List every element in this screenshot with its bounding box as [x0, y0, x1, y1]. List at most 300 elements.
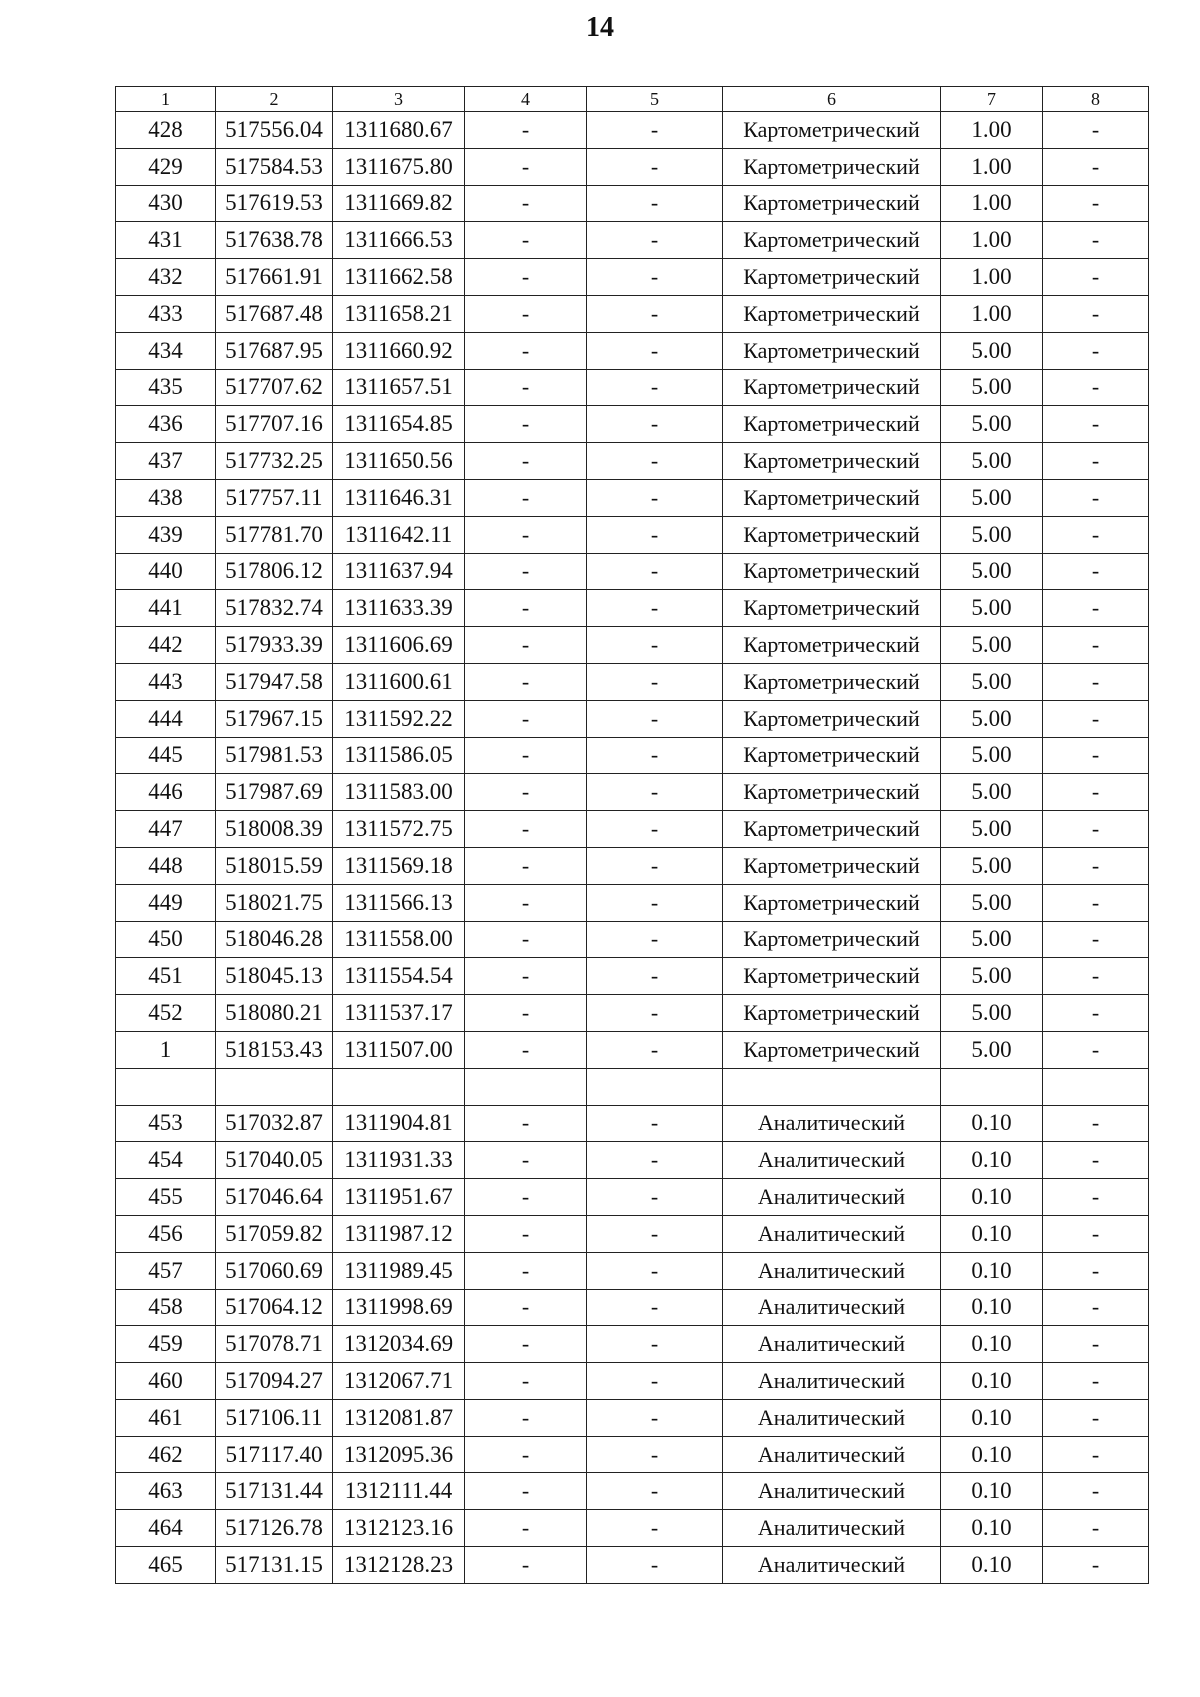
- table-row: [116, 884, 1149, 921]
- y-coordinate-cell: 1311669.82: [333, 185, 465, 222]
- accuracy-cell: 0.10: [941, 1142, 1043, 1179]
- col5-cell: -: [587, 1289, 723, 1326]
- col8-cell: -: [1043, 921, 1149, 958]
- y-coordinate-cell: 1311662.58: [333, 259, 465, 296]
- col8-cell: -: [1043, 627, 1149, 664]
- x-coordinate-cell: 517584.53: [216, 148, 333, 185]
- column-header: 4: [465, 87, 587, 112]
- method-cell: Картометрический: [723, 295, 941, 332]
- method-cell: Картометрический: [723, 553, 941, 590]
- table-row: [116, 406, 1149, 443]
- method-cell: Картометрический: [723, 479, 941, 516]
- col4-cell: -: [465, 1326, 587, 1363]
- point-number-cell: 449: [116, 884, 216, 921]
- col4-cell: -: [465, 259, 587, 296]
- method-cell: Картометрический: [723, 443, 941, 480]
- col5-cell: -: [587, 663, 723, 700]
- column-header: 3: [333, 87, 465, 112]
- x-coordinate-cell: 517094.27: [216, 1363, 333, 1400]
- col8-cell: [1043, 1068, 1149, 1105]
- col8-cell: -: [1043, 148, 1149, 185]
- x-coordinate-cell: 517687.95: [216, 332, 333, 369]
- col4-cell: -: [465, 811, 587, 848]
- point-number-cell: 438: [116, 479, 216, 516]
- x-coordinate-cell: 517981.53: [216, 737, 333, 774]
- col5-cell: -: [587, 921, 723, 958]
- y-coordinate-cell: 1312123.16: [333, 1510, 465, 1547]
- col4-cell: -: [465, 774, 587, 811]
- col5-cell: -: [587, 1363, 723, 1400]
- y-coordinate-cell: 1311566.13: [333, 884, 465, 921]
- y-coordinate-cell: 1311658.21: [333, 295, 465, 332]
- table-row: [116, 958, 1149, 995]
- x-coordinate-cell: 517117.40: [216, 1436, 333, 1473]
- point-number-cell: 461: [116, 1399, 216, 1436]
- col8-cell: -: [1043, 332, 1149, 369]
- table-row: [116, 590, 1149, 627]
- col4-cell: -: [465, 516, 587, 553]
- col4-cell: -: [465, 479, 587, 516]
- col8-cell: -: [1043, 737, 1149, 774]
- method-cell: Аналитический: [723, 1142, 941, 1179]
- table-row: [116, 1068, 1149, 1105]
- y-coordinate-cell: 1311600.61: [333, 663, 465, 700]
- x-coordinate-cell: 518153.43: [216, 1031, 333, 1068]
- point-number-cell: 439: [116, 516, 216, 553]
- col8-cell: -: [1043, 884, 1149, 921]
- col4-cell: -: [465, 958, 587, 995]
- col4-cell: -: [465, 148, 587, 185]
- y-coordinate-cell: 1311650.56: [333, 443, 465, 480]
- accuracy-cell: 0.10: [941, 1547, 1043, 1584]
- col5-cell: -: [587, 332, 723, 369]
- table-row: [116, 1031, 1149, 1068]
- table-row: [116, 1142, 1149, 1179]
- col4-cell: -: [465, 1252, 587, 1289]
- x-coordinate-cell: 517757.11: [216, 479, 333, 516]
- x-coordinate-cell: 518021.75: [216, 884, 333, 921]
- col4-cell: -: [465, 1289, 587, 1326]
- col4-cell: -: [465, 1142, 587, 1179]
- col5-cell: -: [587, 737, 723, 774]
- method-cell: Картометрический: [723, 921, 941, 958]
- y-coordinate-cell: 1311660.92: [333, 332, 465, 369]
- accuracy-cell: 5.00: [941, 847, 1043, 884]
- accuracy-cell: 5.00: [941, 884, 1043, 921]
- coordinates-table: [115, 86, 1149, 1584]
- col8-cell: -: [1043, 1363, 1149, 1400]
- col4-cell: -: [465, 590, 587, 627]
- y-coordinate-cell: 1311569.18: [333, 847, 465, 884]
- x-coordinate-cell: 518008.39: [216, 811, 333, 848]
- accuracy-cell: 0.10: [941, 1289, 1043, 1326]
- col4-cell: -: [465, 995, 587, 1032]
- table-row: [116, 1363, 1149, 1400]
- col8-cell: -: [1043, 1399, 1149, 1436]
- col5-cell: -: [587, 884, 723, 921]
- y-coordinate-cell: 1311646.31: [333, 479, 465, 516]
- table-row: [116, 479, 1149, 516]
- method-cell: Картометрический: [723, 590, 941, 627]
- accuracy-cell: 5.00: [941, 700, 1043, 737]
- col4-cell: -: [465, 627, 587, 664]
- point-number-cell: 447: [116, 811, 216, 848]
- col8-cell: -: [1043, 1326, 1149, 1363]
- accuracy-cell: 5.00: [941, 516, 1043, 553]
- method-cell: Картометрический: [723, 148, 941, 185]
- col8-cell: -: [1043, 443, 1149, 480]
- y-coordinate-cell: [333, 1068, 465, 1105]
- method-cell: Аналитический: [723, 1179, 941, 1216]
- col4-cell: -: [465, 1510, 587, 1547]
- x-coordinate-cell: 517131.15: [216, 1547, 333, 1584]
- col5-cell: -: [587, 479, 723, 516]
- table-row: [116, 516, 1149, 553]
- accuracy-cell: 5.00: [941, 443, 1043, 480]
- col5-cell: -: [587, 295, 723, 332]
- col4-cell: -: [465, 1436, 587, 1473]
- accuracy-cell: 5.00: [941, 369, 1043, 406]
- y-coordinate-cell: 1311554.54: [333, 958, 465, 995]
- point-number-cell: 428: [116, 112, 216, 149]
- col8-cell: -: [1043, 590, 1149, 627]
- method-cell: Аналитический: [723, 1326, 941, 1363]
- col5-cell: -: [587, 112, 723, 149]
- y-coordinate-cell: 1311989.45: [333, 1252, 465, 1289]
- col5-cell: -: [587, 627, 723, 664]
- col8-cell: -: [1043, 222, 1149, 259]
- column-header: 5: [587, 87, 723, 112]
- accuracy-cell: 5.00: [941, 774, 1043, 811]
- col5-cell: [587, 1068, 723, 1105]
- y-coordinate-cell: 1311654.85: [333, 406, 465, 443]
- col8-cell: -: [1043, 369, 1149, 406]
- point-number-cell: 440: [116, 553, 216, 590]
- col8-cell: -: [1043, 847, 1149, 884]
- table-row: [116, 995, 1149, 1032]
- point-number-cell: 454: [116, 1142, 216, 1179]
- table-row: [116, 148, 1149, 185]
- x-coordinate-cell: 518046.28: [216, 921, 333, 958]
- x-coordinate-cell: 517106.11: [216, 1399, 333, 1436]
- col4-cell: -: [465, 700, 587, 737]
- col8-cell: -: [1043, 295, 1149, 332]
- x-coordinate-cell: 517059.82: [216, 1215, 333, 1252]
- x-coordinate-cell: 517707.62: [216, 369, 333, 406]
- table-row: [116, 443, 1149, 480]
- method-cell: Картометрический: [723, 995, 941, 1032]
- column-header: 8: [1043, 87, 1149, 112]
- point-number-cell: 436: [116, 406, 216, 443]
- column-header: 6: [723, 87, 941, 112]
- accuracy-cell: 0.10: [941, 1179, 1043, 1216]
- x-coordinate-cell: 517556.04: [216, 112, 333, 149]
- x-coordinate-cell: [216, 1068, 333, 1105]
- page-number: 14: [586, 12, 614, 43]
- x-coordinate-cell: 517806.12: [216, 553, 333, 590]
- col8-cell: -: [1043, 663, 1149, 700]
- x-coordinate-cell: 517040.05: [216, 1142, 333, 1179]
- accuracy-cell: 5.00: [941, 1031, 1043, 1068]
- accuracy-cell: 0.10: [941, 1436, 1043, 1473]
- accuracy-cell: 5.00: [941, 811, 1043, 848]
- y-coordinate-cell: 1311537.17: [333, 995, 465, 1032]
- point-number-cell: 432: [116, 259, 216, 296]
- point-number-cell: 464: [116, 1510, 216, 1547]
- y-coordinate-cell: 1311666.53: [333, 222, 465, 259]
- point-number-cell: 437: [116, 443, 216, 480]
- col4-cell: -: [465, 406, 587, 443]
- method-cell: Аналитический: [723, 1399, 941, 1436]
- x-coordinate-cell: 518080.21: [216, 995, 333, 1032]
- table-body: [116, 112, 1149, 1584]
- point-number-cell: 429: [116, 148, 216, 185]
- col8-cell: -: [1043, 1510, 1149, 1547]
- x-coordinate-cell: 517661.91: [216, 259, 333, 296]
- accuracy-cell: [941, 1068, 1043, 1105]
- col4-cell: -: [465, 737, 587, 774]
- y-coordinate-cell: 1311657.51: [333, 369, 465, 406]
- point-number-cell: 430: [116, 185, 216, 222]
- method-cell: [723, 1068, 941, 1105]
- method-cell: Аналитический: [723, 1510, 941, 1547]
- point-number-cell: 460: [116, 1363, 216, 1400]
- col8-cell: -: [1043, 1031, 1149, 1068]
- method-cell: Аналитический: [723, 1289, 941, 1326]
- col5-cell: -: [587, 1179, 723, 1216]
- accuracy-cell: 1.00: [941, 185, 1043, 222]
- accuracy-cell: 1.00: [941, 259, 1043, 296]
- point-number-cell: 443: [116, 663, 216, 700]
- col4-cell: -: [465, 847, 587, 884]
- col8-cell: -: [1043, 1179, 1149, 1216]
- accuracy-cell: 0.10: [941, 1510, 1043, 1547]
- col8-cell: -: [1043, 1105, 1149, 1142]
- y-coordinate-cell: 1312111.44: [333, 1473, 465, 1510]
- method-cell: Картометрический: [723, 406, 941, 443]
- table-row: [116, 295, 1149, 332]
- x-coordinate-cell: 517619.53: [216, 185, 333, 222]
- accuracy-cell: 5.00: [941, 332, 1043, 369]
- x-coordinate-cell: 517131.44: [216, 1473, 333, 1510]
- col8-cell: -: [1043, 185, 1149, 222]
- col8-cell: -: [1043, 112, 1149, 149]
- method-cell: Картометрический: [723, 1031, 941, 1068]
- table-row: [116, 1252, 1149, 1289]
- col5-cell: -: [587, 1510, 723, 1547]
- accuracy-cell: 1.00: [941, 112, 1043, 149]
- table-row: [116, 1399, 1149, 1436]
- accuracy-cell: 0.10: [941, 1363, 1043, 1400]
- point-number-cell: 450: [116, 921, 216, 958]
- y-coordinate-cell: 1311998.69: [333, 1289, 465, 1326]
- accuracy-cell: 0.10: [941, 1215, 1043, 1252]
- col8-cell: -: [1043, 259, 1149, 296]
- col5-cell: -: [587, 443, 723, 480]
- point-number-cell: 434: [116, 332, 216, 369]
- point-number-cell: 453: [116, 1105, 216, 1142]
- y-coordinate-cell: 1312095.36: [333, 1436, 465, 1473]
- col5-cell: -: [587, 369, 723, 406]
- table-row: [116, 737, 1149, 774]
- col5-cell: -: [587, 553, 723, 590]
- y-coordinate-cell: 1312034.69: [333, 1326, 465, 1363]
- y-coordinate-cell: 1311558.00: [333, 921, 465, 958]
- y-coordinate-cell: 1311904.81: [333, 1105, 465, 1142]
- point-number-cell: [116, 1068, 216, 1105]
- y-coordinate-cell: 1311586.05: [333, 737, 465, 774]
- point-number-cell: 451: [116, 958, 216, 995]
- method-cell: Картометрический: [723, 958, 941, 995]
- col4-cell: -: [465, 1179, 587, 1216]
- method-cell: Картометрический: [723, 737, 941, 774]
- accuracy-cell: 5.00: [941, 553, 1043, 590]
- y-coordinate-cell: 1312081.87: [333, 1399, 465, 1436]
- col8-cell: -: [1043, 406, 1149, 443]
- method-cell: Аналитический: [723, 1363, 941, 1400]
- method-cell: Картометрический: [723, 774, 941, 811]
- y-coordinate-cell: 1311951.67: [333, 1179, 465, 1216]
- table-row: [116, 1215, 1149, 1252]
- point-number-cell: 1: [116, 1031, 216, 1068]
- col8-cell: -: [1043, 700, 1149, 737]
- col5-cell: -: [587, 222, 723, 259]
- method-cell: Аналитический: [723, 1547, 941, 1584]
- method-cell: Картометрический: [723, 700, 941, 737]
- y-coordinate-cell: 1311637.94: [333, 553, 465, 590]
- col8-cell: -: [1043, 995, 1149, 1032]
- col5-cell: -: [587, 1436, 723, 1473]
- table-row: [116, 1105, 1149, 1142]
- table-row: [116, 847, 1149, 884]
- x-coordinate-cell: 517933.39: [216, 627, 333, 664]
- point-number-cell: 462: [116, 1436, 216, 1473]
- col5-cell: -: [587, 1105, 723, 1142]
- col4-cell: -: [465, 663, 587, 700]
- col4-cell: -: [465, 185, 587, 222]
- method-cell: Аналитический: [723, 1215, 941, 1252]
- table-row: [116, 774, 1149, 811]
- col5-cell: -: [587, 259, 723, 296]
- table-row: [116, 700, 1149, 737]
- point-number-cell: 446: [116, 774, 216, 811]
- accuracy-cell: 5.00: [941, 958, 1043, 995]
- y-coordinate-cell: 1311606.69: [333, 627, 465, 664]
- table-row: [116, 1547, 1149, 1584]
- col5-cell: -: [587, 1399, 723, 1436]
- col8-cell: -: [1043, 553, 1149, 590]
- y-coordinate-cell: 1311592.22: [333, 700, 465, 737]
- table-row: [116, 1473, 1149, 1510]
- col5-cell: -: [587, 1215, 723, 1252]
- col8-cell: -: [1043, 774, 1149, 811]
- col8-cell: -: [1043, 516, 1149, 553]
- x-coordinate-cell: 517781.70: [216, 516, 333, 553]
- accuracy-cell: 1.00: [941, 148, 1043, 185]
- col4-cell: -: [465, 1215, 587, 1252]
- method-cell: Аналитический: [723, 1252, 941, 1289]
- table-row: [116, 369, 1149, 406]
- x-coordinate-cell: 517638.78: [216, 222, 333, 259]
- accuracy-cell: 0.10: [941, 1473, 1043, 1510]
- table-row: [116, 553, 1149, 590]
- point-number-cell: 435: [116, 369, 216, 406]
- col4-cell: -: [465, 921, 587, 958]
- method-cell: Картометрический: [723, 516, 941, 553]
- accuracy-cell: 5.00: [941, 663, 1043, 700]
- method-cell: Аналитический: [723, 1105, 941, 1142]
- y-coordinate-cell: 1311987.12: [333, 1215, 465, 1252]
- col8-cell: -: [1043, 1547, 1149, 1584]
- x-coordinate-cell: 517967.15: [216, 700, 333, 737]
- accuracy-cell: 1.00: [941, 222, 1043, 259]
- accuracy-cell: 5.00: [941, 921, 1043, 958]
- y-coordinate-cell: 1311507.00: [333, 1031, 465, 1068]
- col4-cell: -: [465, 1399, 587, 1436]
- method-cell: Картометрический: [723, 811, 941, 848]
- col5-cell: -: [587, 185, 723, 222]
- table-row: [116, 663, 1149, 700]
- y-coordinate-cell: 1312128.23: [333, 1547, 465, 1584]
- y-coordinate-cell: 1312067.71: [333, 1363, 465, 1400]
- table-row: [116, 627, 1149, 664]
- col5-cell: -: [587, 516, 723, 553]
- col5-cell: -: [587, 1252, 723, 1289]
- y-coordinate-cell: 1311680.67: [333, 112, 465, 149]
- col8-cell: -: [1043, 1215, 1149, 1252]
- table-row: [116, 1510, 1149, 1547]
- col4-cell: -: [465, 332, 587, 369]
- table-row: [116, 332, 1149, 369]
- method-cell: Картометрический: [723, 627, 941, 664]
- col8-cell: -: [1043, 1473, 1149, 1510]
- accuracy-cell: 0.10: [941, 1326, 1043, 1363]
- method-cell: Картометрический: [723, 663, 941, 700]
- col5-cell: -: [587, 1142, 723, 1179]
- col5-cell: -: [587, 590, 723, 627]
- x-coordinate-cell: 517687.48: [216, 295, 333, 332]
- point-number-cell: 463: [116, 1473, 216, 1510]
- x-coordinate-cell: 518045.13: [216, 958, 333, 995]
- x-coordinate-cell: 517078.71: [216, 1326, 333, 1363]
- point-number-cell: 455: [116, 1179, 216, 1216]
- point-number-cell: 431: [116, 222, 216, 259]
- col8-cell: -: [1043, 1289, 1149, 1326]
- method-cell: Картометрический: [723, 847, 941, 884]
- point-number-cell: 442: [116, 627, 216, 664]
- col5-cell: -: [587, 1473, 723, 1510]
- column-header: 7: [941, 87, 1043, 112]
- x-coordinate-cell: 517046.64: [216, 1179, 333, 1216]
- accuracy-cell: 0.10: [941, 1399, 1043, 1436]
- point-number-cell: 441: [116, 590, 216, 627]
- col4-cell: -: [465, 1363, 587, 1400]
- table-row: [116, 1289, 1149, 1326]
- method-cell: Картометрический: [723, 369, 941, 406]
- point-number-cell: 444: [116, 700, 216, 737]
- col4-cell: -: [465, 369, 587, 406]
- col4-cell: -: [465, 222, 587, 259]
- table-row: [116, 1436, 1149, 1473]
- accuracy-cell: 5.00: [941, 590, 1043, 627]
- col4-cell: -: [465, 1031, 587, 1068]
- col5-cell: -: [587, 700, 723, 737]
- accuracy-cell: 5.00: [941, 479, 1043, 516]
- col5-cell: -: [587, 406, 723, 443]
- col4-cell: -: [465, 1473, 587, 1510]
- col8-cell: -: [1043, 958, 1149, 995]
- col4-cell: -: [465, 112, 587, 149]
